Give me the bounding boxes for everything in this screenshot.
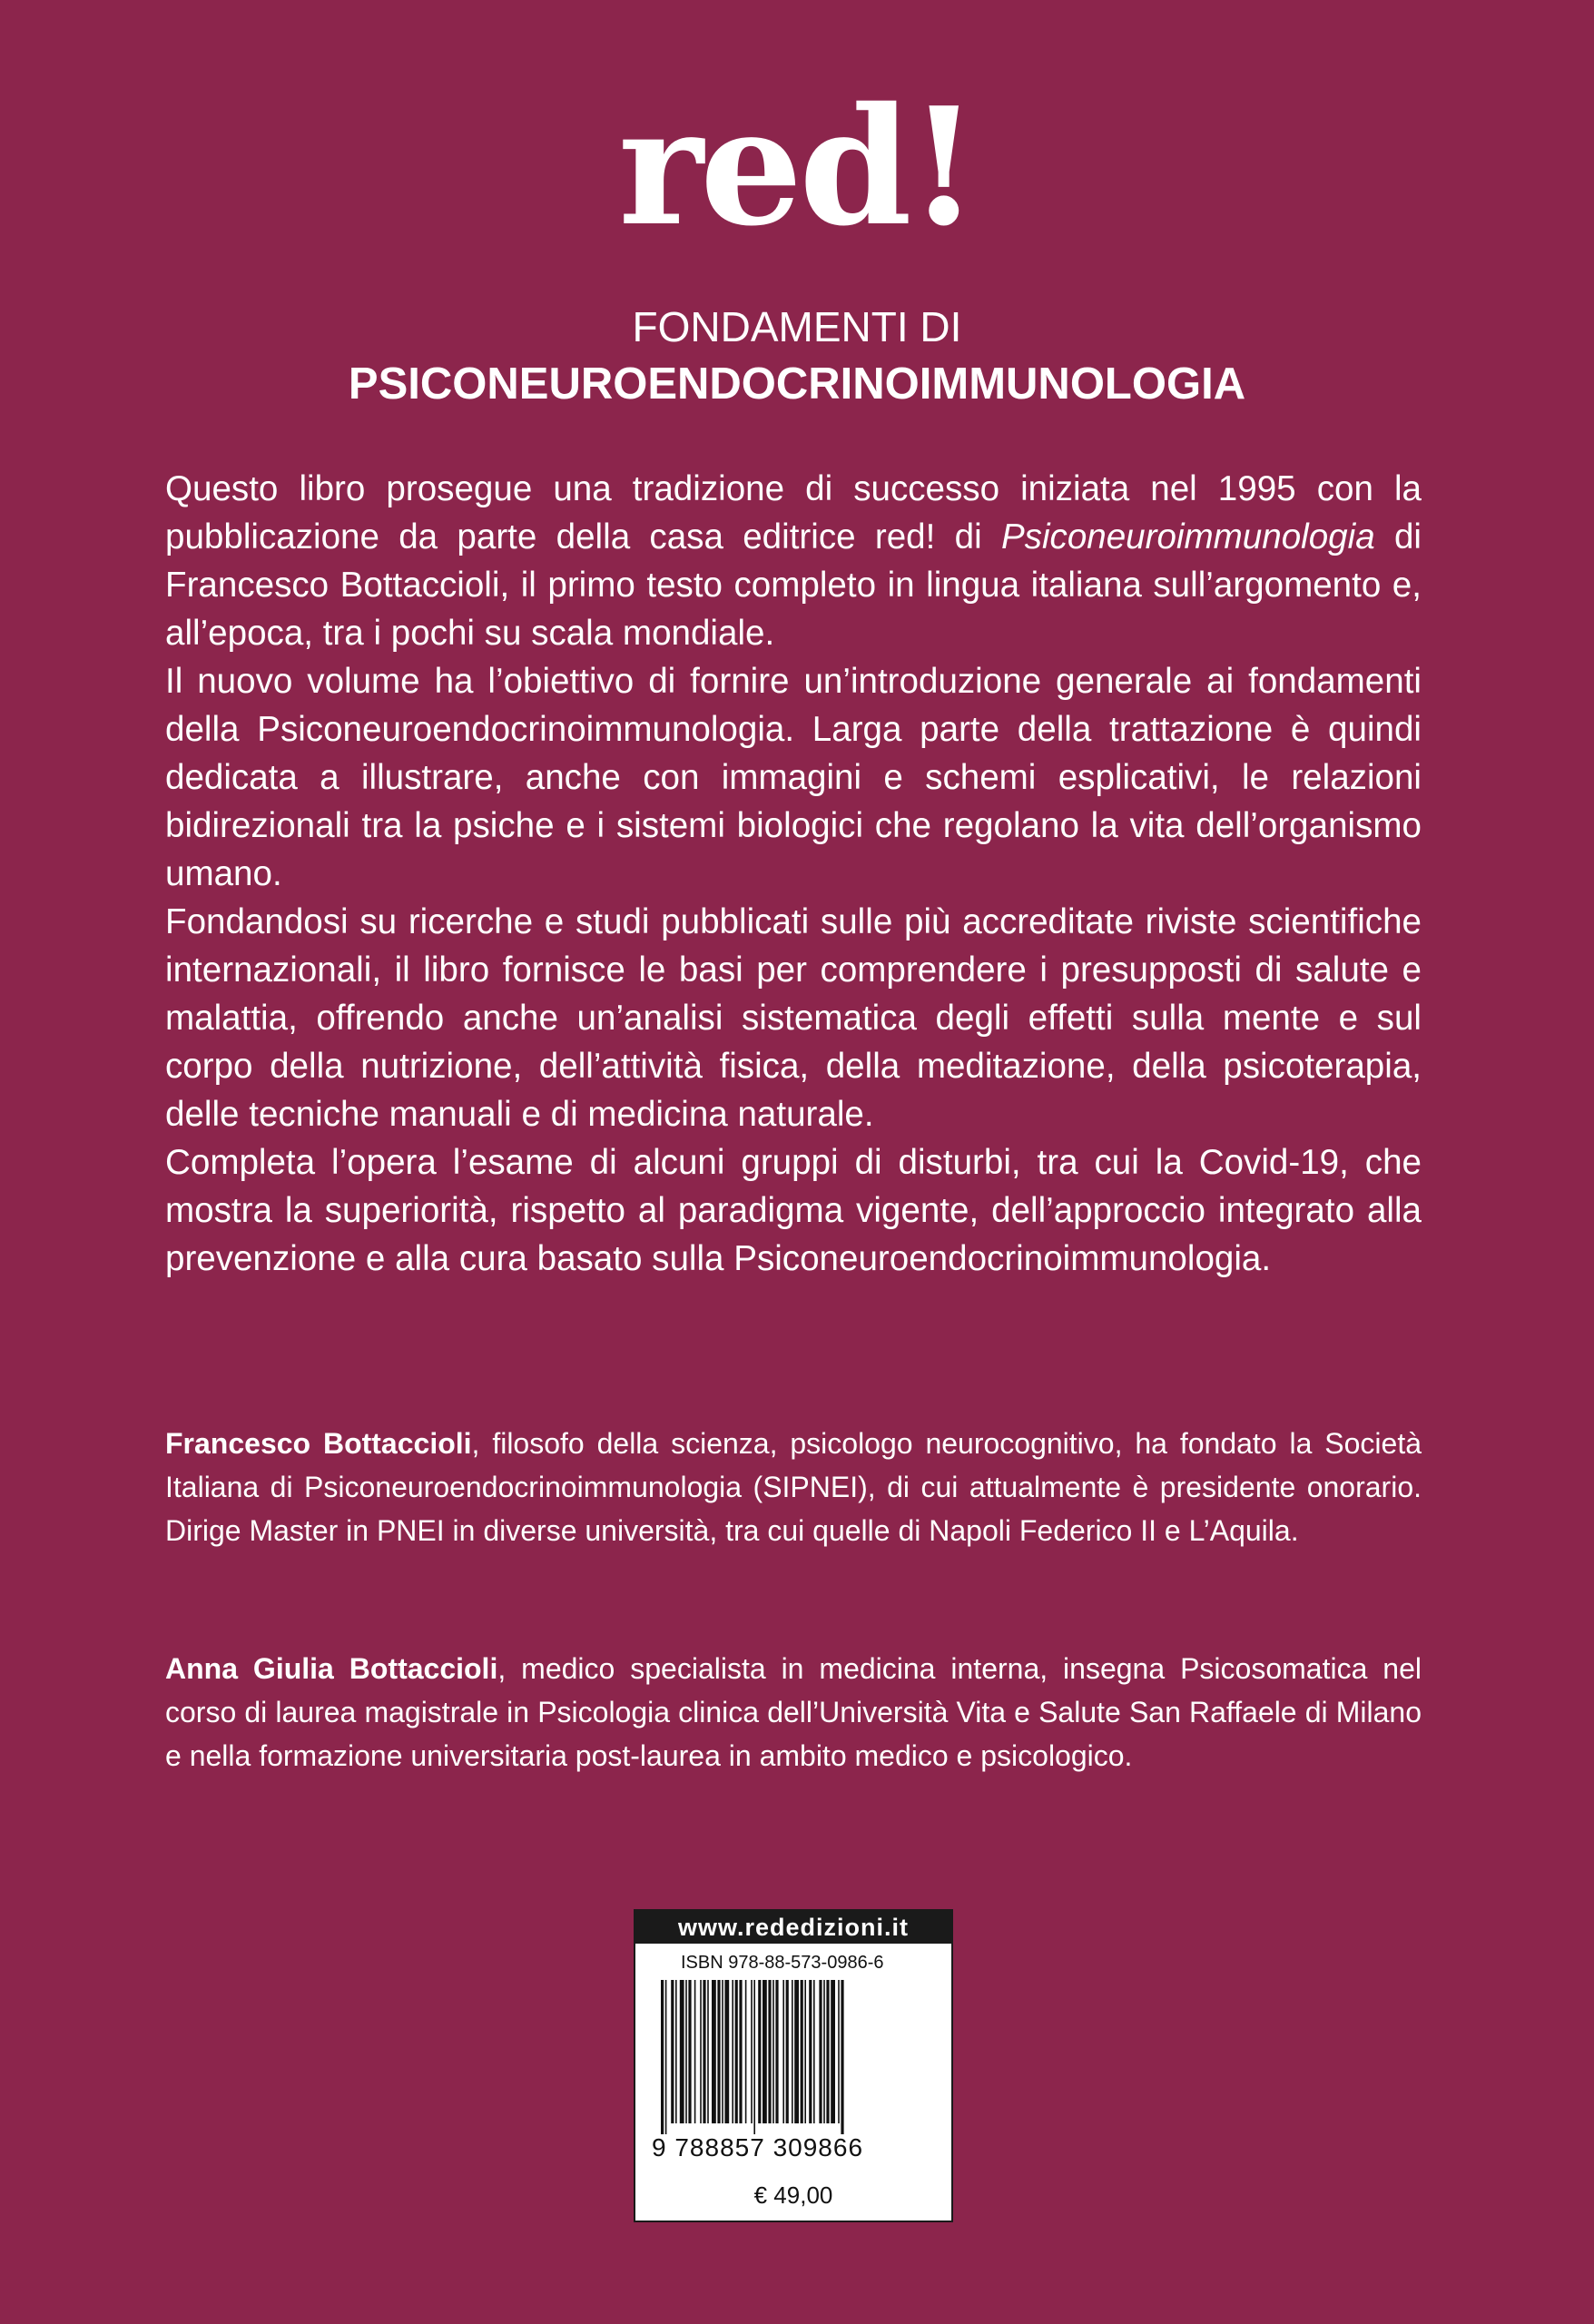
barcode-bar (717, 1980, 720, 2123)
publisher-logo: red! (618, 72, 976, 261)
barcode-bar (703, 1980, 705, 2123)
description-paragraph (165, 465, 1422, 657)
barcode-bar (753, 1980, 755, 2134)
barcode-bar (794, 1980, 799, 2123)
barcode-bar (831, 1980, 835, 2123)
barcode-bar (685, 1980, 687, 2123)
book-title: PSICONEUROENDOCRINOIMMUNOLOGIA (348, 359, 1246, 409)
barcode-bar (694, 1980, 696, 2123)
barcode-bar (675, 1980, 677, 2123)
barcode-bar (763, 1980, 767, 2123)
isbn-number: ISBN 978-88-573-0986-6 (681, 1953, 884, 1973)
barcode-bar (841, 1980, 843, 2134)
barcode-bar (826, 1980, 829, 2123)
barcode-bar (823, 1980, 825, 2123)
description-paragraph: Fondandosi su ricerche e studi pubblicati sulle più accreditate riviste scientifiche internazionali, il libro fornisce le basi per comprendere i presupposti di salute e malattia, offrendo anche un’analisi sistematica degli effetti sulla mente e sul corpo della nutrizione, dell’attività fisica, della meditazione, della psicoterapia, delle tecniche manuali e di medicina naturale. (165, 902, 1422, 1134)
author-bio-francesco (165, 1422, 1422, 1552)
barcode-bar (782, 1980, 784, 2123)
barcode-bar (775, 1980, 778, 2123)
barcode-bar (700, 1980, 702, 2123)
description-text: di Francesco Bottaccioli, il primo testo completo in lingua italiana sull’argomento e, all’epoca, tra i pochi su scala mondiale. (165, 517, 1422, 653)
barcode-icon (654, 1980, 935, 2134)
barcode-bar (813, 1980, 815, 2123)
ean-first-digit: 9 (652, 2133, 667, 2162)
barcode-bar (772, 1980, 774, 2123)
barcode-bar (661, 1980, 664, 2134)
author-bio-text: , filosofo della scienza, psicologo neurocognitivo, ha fondato la Società Italiana di Psiconeuroendocrinoimmunologia (SIPNEI), di cui attualmente è presidente onorario. Dirige Master in PNEI in diverse università, tra cui quelle di Napoli Federico II e L’Aquila. (165, 1427, 1422, 1547)
ean-right-group: 309866 (772, 2133, 864, 2162)
description-text: Questo libro prosegue una tradizione di successo iniziata nel 1995 con la pubblicazione da parte della casa editrice red! di (165, 469, 1422, 556)
barcode-label (634, 1909, 953, 2222)
description-paragraph: Completa l’opera l’esame di alcuni gruppi di disturbi, tra cui la Covid-19, che mostra la superiorità, rispetto al paradigma vigente, dell’approccio integrato alla prevenzione e alla cura basato sulla Psiconeuroendocrinoimmunologia. (165, 1143, 1422, 1278)
author-bio-anna-giulia (165, 1647, 1422, 1777)
barcode-bar (688, 1980, 691, 2123)
publisher-website: www.rededizioni.it (635, 1911, 951, 1944)
author-name: Anna Giulia Bottaccioli (165, 1652, 498, 1685)
ean-digits (635, 2134, 951, 2162)
barcode-bar (786, 1980, 789, 2123)
barcode-bar (735, 1980, 738, 2123)
barcode-bar (804, 1980, 806, 2123)
author-bio-text: , medico specialista in medicina interna, insegna Psicosomatica nel corso di laurea magistrale in Psicologia clinica dell’Università Vita e Salute San Raffaele di Milano e nella formazione universitaria post-laurea in ambito medico e psicologico. (165, 1652, 1422, 1772)
description-paragraph: Il nuovo volume ha l’obiettivo di fornire un’introduzione generale ai fondamenti della Psiconeuroendocrinoimmunologia. Larga parte della trattazione è quindi dedicata a illustrare, anche con immagini e schemi esplicativi, le relazioni bidirezionali tra la psiche e i sistemi biologici che regolano la vita dell’organismo umano. (165, 662, 1422, 893)
barcode-bar (724, 1980, 729, 2123)
barcode-bar (809, 1980, 812, 2123)
book-title-prefix: FONDAMENTI DI (632, 303, 962, 350)
barcode-bar (768, 1980, 771, 2123)
barcode-bar (707, 1980, 709, 2123)
barcode-bar (758, 1980, 761, 2123)
barcode-bar (671, 1980, 674, 2123)
barcode-bar (680, 1980, 684, 2123)
barcode-bar (792, 1980, 793, 2123)
barcode-bar (665, 1980, 667, 2134)
barcode-bar (722, 1980, 723, 2123)
author-name: Francesco Bottaccioli (165, 1427, 472, 1460)
barcode-bar (801, 1980, 803, 2123)
barcode-bar (732, 1980, 733, 2123)
cited-book-title: Psiconeuroimmunologia (1000, 517, 1375, 556)
barcode-bar (819, 1980, 822, 2123)
barcode-bar (751, 1980, 753, 2123)
barcode-bar (745, 1980, 747, 2123)
barcode-bar (739, 1980, 742, 2123)
barcode-bar (712, 1980, 716, 2123)
ean-left-group: 788857 (674, 2133, 765, 2162)
price: € 49,00 (753, 2181, 833, 2209)
barcode-bar (838, 1980, 840, 2123)
book-description (165, 465, 1422, 1283)
